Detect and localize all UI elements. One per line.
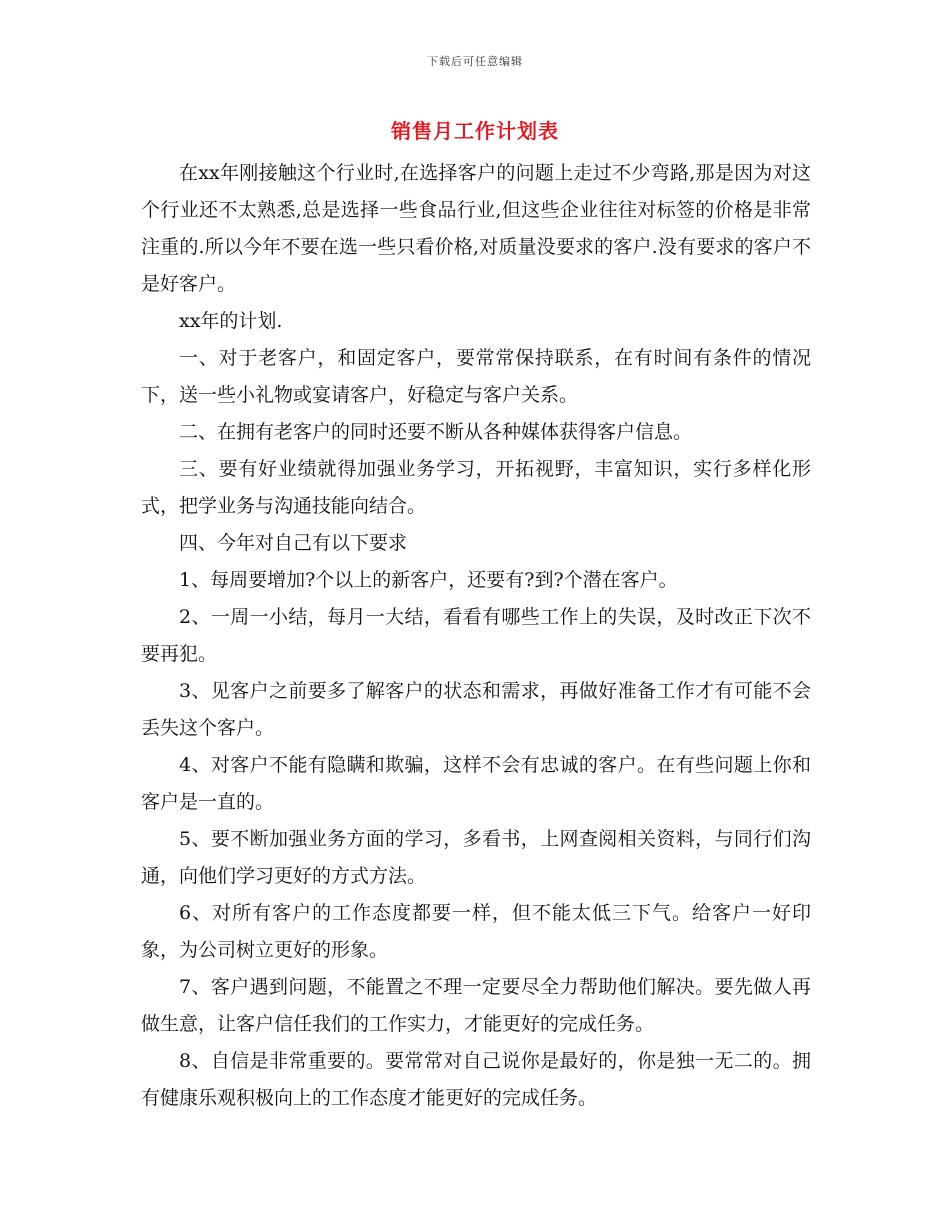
header-note: 下载后可任意编辑 bbox=[427, 55, 523, 68]
paragraph-requirement-2: 2、一周一小结，每月一大结，看看有哪些工作上的失误，及时改正下次不要再犯。 bbox=[141, 606, 811, 665]
paragraph-requirement-5: 5、要不断加强业务方面的学习，多看书，上网查阅相关资料，与同行们沟通，向他们学习更好的方式方法。 bbox=[141, 828, 811, 887]
paragraph-requirement-6: 6、对所有客户的工作态度都要一样，但不能太低三下气。给客户一好印象，为公司树立更好的形象。 bbox=[141, 902, 811, 961]
paragraph-item-2: 二、在拥有老客户的同时还要不断从各种媒体获得客户信息。 bbox=[179, 421, 693, 443]
paragraph-requirement-8: 8、自信是非常重要的。要常常对自己说你是最好的，你是独一无二的。拥有健康乐观积极向上的工作态度才能更好的完成任务。 bbox=[141, 1050, 811, 1109]
paragraph-requirement-3: 3、见客户之前要多了解客户的状态和需求，再做好准备工作才有可能不会丢失这个客户。 bbox=[141, 680, 811, 739]
paragraph-intro: 在xx年刚接触这个行业时,在选择客户的问题上走过不少弯路,那是因为对这个行业还不太熟悉,总是选择一些食品行业,但这些企业往往对标签的价格是非常注重的.所以今年不要在选一些只看价格,对质量没要求的客户.没有要求的客户不是好客户。 bbox=[141, 162, 811, 295]
document-body bbox=[141, 155, 811, 1117]
paragraph-item-1: 一、对于老客户，和固定客户，要常常保持联系，在有时间有条件的情况下，送一些小礼物或宴请客户，好稳定与客户关系。 bbox=[141, 347, 811, 406]
paragraph-requirement-7: 7、客户遇到问题，不能置之不理一定要尽全力帮助他们解决。要先做人再做生意，让客户信任我们的工作实力，才能更好的完成任务。 bbox=[141, 976, 811, 1035]
paragraph-item-3: 三、要有好业绩就得加强业务学习，开拓视野，丰富知识，实行多样化形式，把学业务与沟通技能向结合。 bbox=[141, 458, 811, 517]
paragraph-requirement-1: 1、每周要增加?个以上的新客户，还要有?到?个潜在客户。 bbox=[179, 569, 678, 591]
document-title: 销售月工作计划表 bbox=[391, 119, 559, 143]
paragraph-plan-heading: xx年的计划. bbox=[179, 310, 283, 332]
paragraph-item-4: 四、今年对自己有以下要求 bbox=[179, 532, 408, 554]
paragraph-requirement-4: 4、对客户不能有隐瞒和欺骗，这样不会有忠诚的客户。在有些问题上你和客户是一直的。 bbox=[141, 754, 811, 813]
